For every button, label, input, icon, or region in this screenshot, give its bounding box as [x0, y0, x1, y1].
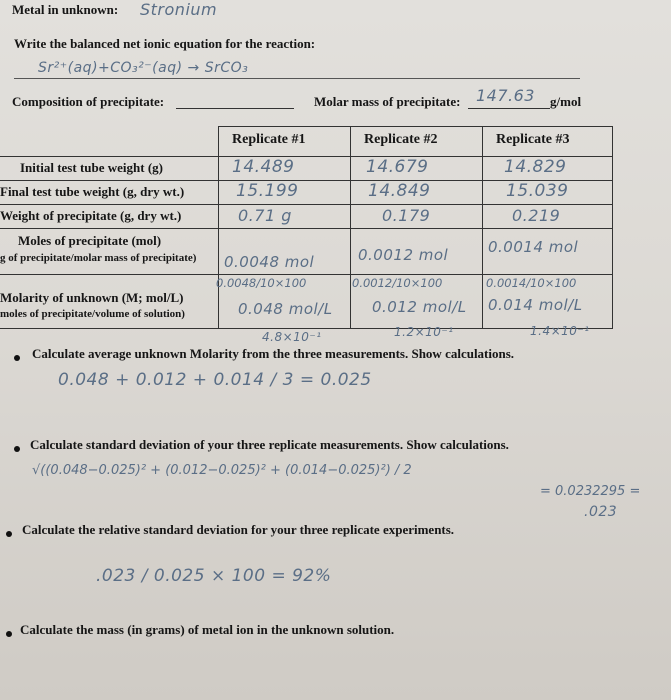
cell-final-weight-2: 14.849 [368, 181, 431, 201]
bullet-1 [14, 355, 20, 361]
molar-mass-line [468, 108, 550, 109]
answer-average-molarity: 0.048 + 0.012 + 0.014 / 3 = 0.025 [58, 370, 372, 390]
cell-moles-1: 0.0048 mol [224, 253, 315, 271]
molar-mass-label: Molar mass of precipitate: [314, 94, 461, 109]
answer-relative-std: .023 / 0.025 × 100 = 92% [96, 566, 332, 586]
cell-molarity-work-3: 0.0014/10×100 [486, 276, 577, 290]
question-relative-std: Calculate the relative standard deviation for your three replicate experiments. [22, 522, 455, 537]
answer-std-rounded: .023 [584, 504, 618, 520]
question-standard-deviation: Calculate standard deviation of your three replicate measurements. Show calculations. [30, 437, 509, 452]
row-label-final-weight: Final test tube weight (g, dry wt.) [0, 184, 185, 199]
answer-standard-deviation: √((0.048−0.025)² + (0.012−0.025)² + (0.014−0.025)²) / 2 [32, 463, 412, 478]
equation-value: Sr²⁺(aq)+CO₃²⁻(aq) → SrCO₃ [38, 60, 249, 76]
cell-molarity-1: 0.048 mol/L [238, 300, 333, 318]
metal-value: Stronium [140, 0, 218, 19]
molar-mass-value: 147.63 [476, 86, 535, 105]
cell-moles-2: 0.0012 mol [358, 246, 449, 264]
cell-molarity-3: 0.014 mol/L [488, 296, 583, 314]
equation-label: Write the balanced net ionic equation for the reaction: [14, 36, 316, 51]
equation-line [14, 78, 580, 79]
cell-final-weight-3: 15.039 [506, 181, 569, 201]
bullet-2 [14, 446, 20, 452]
cell-precipitate-weight-1: 0.71 g [238, 206, 292, 225]
question-mass-metal-ion: Calculate the mass (in grams) of metal ion in the unknown solution. [20, 622, 395, 637]
cell-initial-weight-2: 14.679 [366, 157, 429, 177]
column-header-replicate-3: Replicate #3 [496, 132, 570, 147]
annotation-below-2: 1.2×10⁻¹ [394, 325, 454, 339]
composition-label: Composition of precipitate: [12, 94, 165, 109]
metal-label: Metal in unknown: [12, 2, 119, 17]
question-average-molarity: Calculate average unknown Molarity from the three measurements. Show calculations. [32, 346, 515, 361]
row-label-molarity: Molarity of unknown (M; mol/L) [0, 290, 184, 305]
row-label-precipitate-weight: Weight of precipitate (g, dry wt.) [0, 208, 182, 223]
cell-moles-3: 0.0014 mol [488, 238, 579, 256]
row-label-moles: Moles of precipitate (mol) [18, 233, 162, 248]
molar-mass-unit: g/mol [550, 94, 582, 109]
cell-molarity-work-1: 0.0048/10×100 [216, 276, 307, 290]
row-sublabel-moles: g of precipitate/molar mass of precipitate) [0, 252, 197, 264]
bullet-3 [6, 531, 12, 537]
row-label-initial-weight: Initial test tube weight (g) [20, 160, 163, 175]
cell-molarity-work-2: 0.0012/10×100 [352, 276, 443, 290]
cell-precipitate-weight-3: 0.219 [512, 206, 561, 225]
answer-std-result: = 0.0232295 = [540, 484, 641, 499]
cell-precipitate-weight-2: 0.179 [382, 206, 431, 225]
cell-final-weight-1: 15.199 [236, 181, 299, 201]
annotation-below-1: 4.8×10⁻¹ [262, 330, 322, 344]
annotation-below-3: 1.4×10⁻¹ [530, 324, 590, 338]
column-header-replicate-1: Replicate #1 [232, 132, 306, 147]
composition-line [176, 108, 294, 109]
cell-molarity-2: 0.012 mol/L [372, 298, 467, 316]
column-header-replicate-2: Replicate #2 [364, 132, 438, 147]
cell-initial-weight-3: 14.829 [504, 157, 567, 177]
row-sublabel-molarity: moles of precipitate/volume of solution) [0, 308, 185, 320]
bullet-4 [6, 631, 12, 637]
cell-initial-weight-1: 14.489 [232, 157, 295, 177]
